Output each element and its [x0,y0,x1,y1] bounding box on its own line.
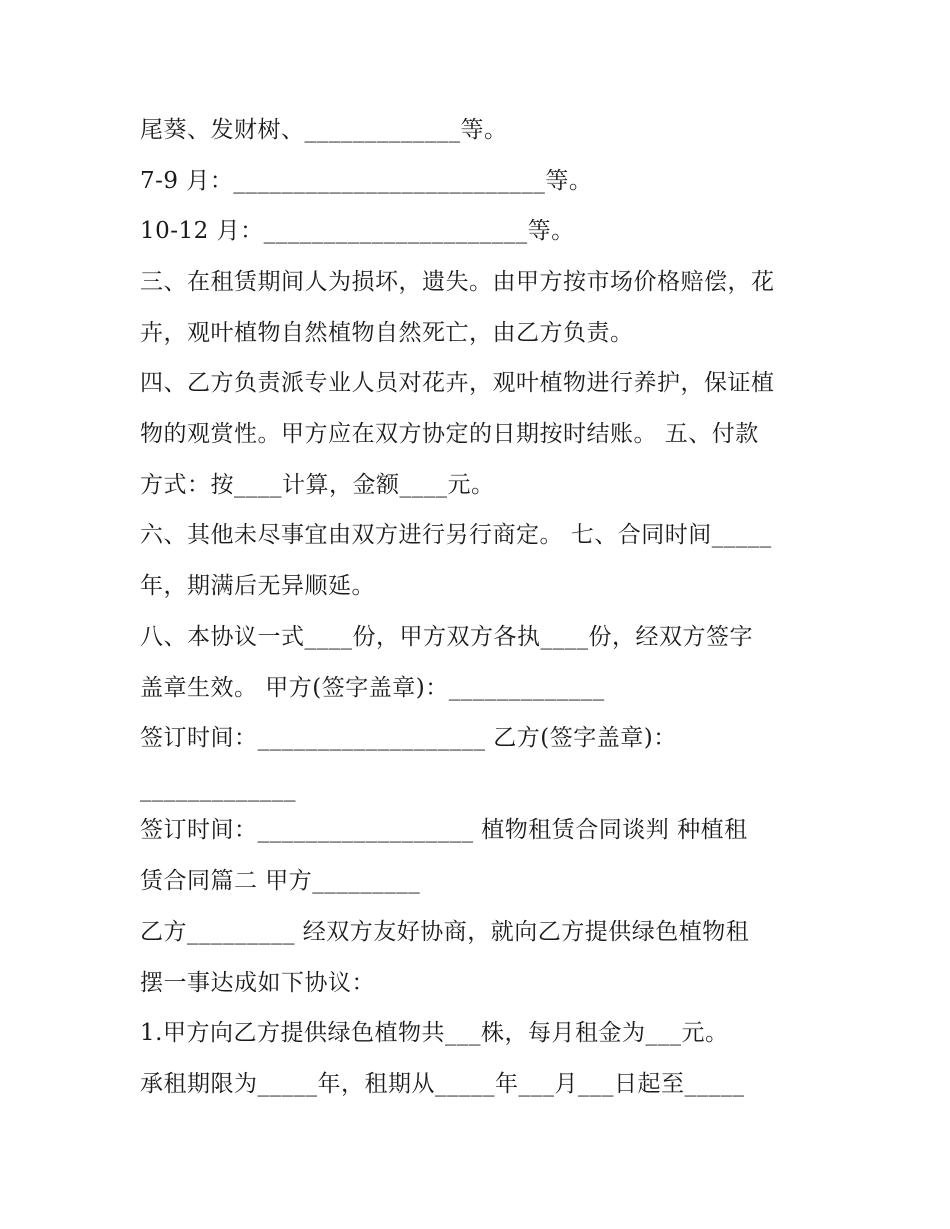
text-line: 尾葵、发财树、_____________等。 [140,117,508,143]
text-line: 四、乙方负责派专业人员对花卉，观叶植物进行养护，保证植 [140,370,775,396]
text-line: 年，期满后无异顺延。 [140,573,375,599]
text-line: 赁合同篇二 甲方_________ [140,868,421,894]
text-line: 1.甲方向乙方提供绿色植物共___株，每月租金为___元。 [140,1020,729,1046]
text-line: 7-9 月：__________________________等。 [140,168,593,194]
text-line: 承租期限为_____年，租期从_____年___月___日起至_____ [140,1071,745,1097]
text-line: 10-12 月：______________________等。 [140,218,575,244]
text-line: 八、本协议一式____份，甲方双方各执____份，经双方签字 [140,624,753,650]
text-line: 签订时间：__________________ 植物租赁合同谈判 种植租 [140,817,748,843]
text-line: 六、其他未尽事宜由双方进行另行商定。 七、合同时间_____ [140,522,772,548]
text-line: 摆一事达成如下协议： [140,970,375,996]
text-line: 签订时间：___________________ 乙方(签字盖章)： [140,725,677,751]
text-line: 方式：按____计算，金额____元。 [140,472,495,498]
text-line: 卉，观叶植物自然植物自然死亡，由乙方负责。 [140,320,634,346]
text-line: 盖章生效。 甲方(签字盖章)：_____________ [140,675,605,701]
text-line: _____________ [140,776,296,802]
text-line: 物的观赏性。甲方应在双方协定的日期按时结账。 五、付款 [140,421,759,447]
text-line: 乙方_________ 经双方友好协商，就向乙方提供绿色植物租 [140,919,750,945]
text-line: 三、在租赁期间人为损坏，遗失。由甲方按市场价格赔偿，花 [140,269,775,295]
